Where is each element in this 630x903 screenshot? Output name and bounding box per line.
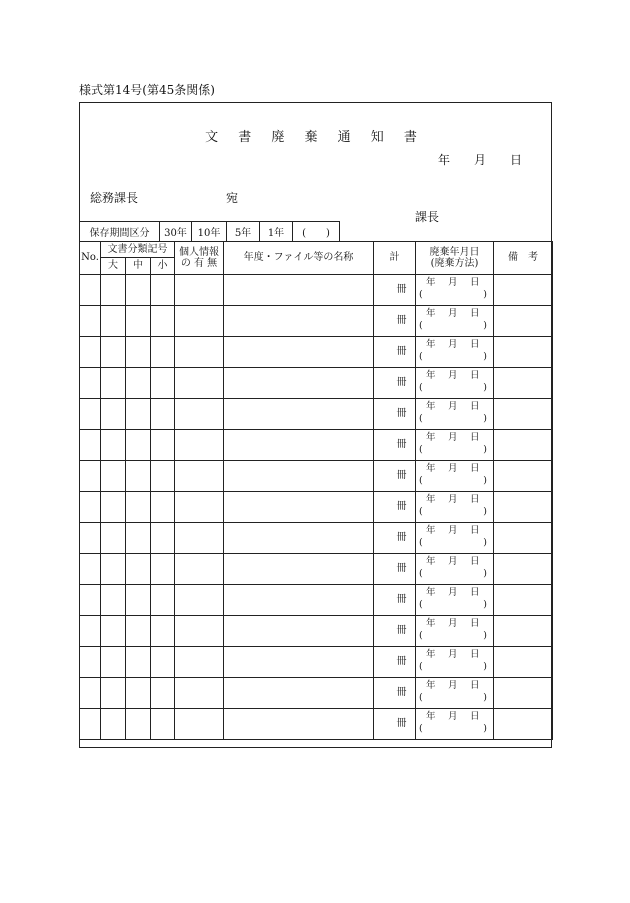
cell-total[interactable] (374, 523, 416, 554)
cell-class-large[interactable] (101, 678, 126, 709)
disposal-date-placeholder: 年 月 日 (426, 649, 480, 660)
table-row (80, 616, 553, 647)
cell-class-large[interactable] (101, 306, 126, 337)
cell-disposal-date[interactable] (416, 678, 494, 709)
cell-name[interactable] (224, 461, 374, 492)
cell-remarks[interactable] (494, 709, 553, 740)
cell-name[interactable] (224, 554, 374, 585)
disposal-date-placeholder: 年 月 日 (426, 401, 480, 412)
col-class-small: 小 (151, 258, 175, 275)
cell-personal-info[interactable] (175, 585, 224, 616)
addressee: 総務課長 (90, 191, 139, 205)
cell-disposal-date[interactable] (416, 554, 494, 585)
cell-name[interactable] (224, 709, 374, 740)
col-doc-class-header: 文書分類記号 (101, 242, 175, 258)
method-paren-close: ) (483, 661, 488, 672)
cell-personal-info[interactable] (175, 647, 224, 678)
cell-name[interactable] (224, 616, 374, 647)
cell-remarks[interactable] (494, 430, 553, 461)
retention-label: 保存期間区分 (80, 222, 160, 242)
method-paren-close: ) (483, 320, 488, 331)
cell-total[interactable] (374, 554, 416, 585)
cell-personal-info[interactable] (175, 306, 224, 337)
method-paren-close: ) (483, 382, 488, 393)
cell-class-large[interactable] (101, 430, 126, 461)
disposal-date-placeholder: 年 月 日 (426, 339, 480, 350)
cell-class-mid[interactable] (126, 368, 151, 399)
retention-option-30: 30年 (160, 222, 192, 242)
cell-no[interactable] (80, 337, 101, 368)
cell-class-mid[interactable] (126, 399, 151, 430)
cell-class-mid[interactable] (126, 337, 151, 368)
cell-remarks[interactable] (494, 461, 553, 492)
method-paren-close: ) (483, 351, 488, 362)
cell-personal-info[interactable] (175, 399, 224, 430)
cell-disposal-date[interactable] (416, 275, 494, 306)
date-line: 年 月 日 (438, 153, 523, 167)
cell-no[interactable] (80, 306, 101, 337)
method-paren-open: ( (419, 661, 423, 672)
cell-class-mid[interactable] (126, 492, 151, 523)
cell-name[interactable] (224, 399, 374, 430)
cell-total[interactable] (374, 461, 416, 492)
disposal-date-placeholder: 年 月 日 (426, 711, 480, 722)
cell-disposal-date[interactable] (416, 709, 494, 740)
cell-remarks[interactable] (494, 275, 553, 306)
cell-class-small[interactable] (151, 492, 175, 523)
cell-remarks[interactable] (494, 399, 553, 430)
cell-class-small[interactable] (151, 647, 175, 678)
cell-disposal-date[interactable] (416, 306, 494, 337)
cell-personal-info[interactable] (175, 523, 224, 554)
cell-no[interactable] (80, 399, 101, 430)
cell-class-large[interactable] (101, 523, 126, 554)
method-paren-close: ) (483, 444, 488, 455)
cell-class-large[interactable] (101, 461, 126, 492)
table-row (80, 306, 553, 337)
cell-class-mid[interactable] (126, 306, 151, 337)
method-paren-open: ( (419, 320, 423, 331)
cell-remarks[interactable] (494, 585, 553, 616)
cell-total[interactable] (374, 616, 416, 647)
disposal-date-placeholder: 年 月 日 (426, 556, 480, 567)
disposal-line2: (廃棄方法) (430, 258, 479, 269)
volume-unit-label: 冊 (396, 346, 407, 358)
cell-name[interactable] (224, 492, 374, 523)
sender-label: 課長 (415, 210, 440, 224)
cell-no[interactable] (80, 523, 101, 554)
cell-disposal-date[interactable] (416, 585, 494, 616)
col-remarks-header: 備 考 (494, 242, 553, 275)
method-paren-close: ) (483, 506, 488, 517)
cell-remarks[interactable] (494, 678, 553, 709)
cell-class-small[interactable] (151, 306, 175, 337)
method-paren-open: ( (419, 413, 423, 424)
method-paren-close: ) (483, 723, 488, 734)
table-row (80, 585, 553, 616)
cell-name[interactable] (224, 275, 374, 306)
col-name-header: 年度・ファイル等の名称 (224, 242, 374, 275)
cell-class-small[interactable] (151, 275, 175, 306)
cell-remarks[interactable] (494, 368, 553, 399)
cell-disposal-date[interactable] (416, 461, 494, 492)
disposal-date-placeholder: 年 月 日 (426, 308, 480, 319)
cell-class-mid[interactable] (126, 554, 151, 585)
volume-unit-label: 冊 (396, 718, 407, 730)
cell-class-small[interactable] (151, 616, 175, 647)
volume-unit-label: 冊 (396, 656, 407, 668)
table-row (80, 461, 553, 492)
cell-no[interactable] (80, 678, 101, 709)
table-row (80, 678, 553, 709)
cell-no[interactable] (80, 709, 101, 740)
cell-remarks[interactable] (494, 616, 553, 647)
method-paren-open: ( (419, 692, 423, 703)
cell-class-large[interactable] (101, 554, 126, 585)
table-row (80, 399, 553, 430)
cell-class-small[interactable] (151, 554, 175, 585)
cell-total[interactable] (374, 368, 416, 399)
volume-unit-label: 冊 (396, 408, 407, 420)
cell-no[interactable] (80, 275, 101, 306)
cell-personal-info[interactable] (175, 554, 224, 585)
cell-disposal-date[interactable] (416, 368, 494, 399)
cell-remarks[interactable] (494, 492, 553, 523)
method-paren-open: ( (419, 568, 423, 579)
cell-name[interactable] (224, 306, 374, 337)
cell-personal-info[interactable] (175, 492, 224, 523)
cell-class-mid[interactable] (126, 678, 151, 709)
method-paren-close: ) (483, 630, 488, 641)
cell-total[interactable] (374, 709, 416, 740)
table-row (80, 492, 553, 523)
cell-personal-info[interactable] (175, 709, 224, 740)
disposal-date-placeholder: 年 月 日 (426, 277, 480, 288)
cell-remarks[interactable] (494, 647, 553, 678)
method-paren-open: ( (419, 475, 423, 486)
method-paren-open: ( (419, 382, 423, 393)
disposal-date-placeholder: 年 月 日 (426, 618, 480, 629)
col-class-mid: 中 (126, 258, 151, 275)
cell-class-mid[interactable] (126, 461, 151, 492)
volume-unit-label: 冊 (396, 377, 407, 389)
cell-class-small[interactable] (151, 461, 175, 492)
volume-unit-label: 冊 (396, 563, 407, 575)
method-paren-open: ( (419, 723, 423, 734)
method-paren-open: ( (419, 630, 423, 641)
method-paren-close: ) (483, 537, 488, 548)
cell-no[interactable] (80, 616, 101, 647)
volume-unit-label: 冊 (396, 439, 407, 451)
cell-class-mid[interactable] (126, 647, 151, 678)
col-total-header: 計 (374, 242, 416, 275)
cell-disposal-date[interactable] (416, 399, 494, 430)
cell-class-small[interactable] (151, 709, 175, 740)
form-number-label: 様式第14号(第45条関係) (79, 83, 215, 97)
cell-class-mid[interactable] (126, 616, 151, 647)
retention-option-1: 1年 (260, 222, 293, 242)
method-paren-open: ( (419, 537, 423, 548)
method-paren-close: ) (483, 289, 488, 300)
cell-class-small[interactable] (151, 337, 175, 368)
cell-class-large[interactable] (101, 585, 126, 616)
cell-total[interactable] (374, 585, 416, 616)
cell-class-small[interactable] (151, 585, 175, 616)
cell-total[interactable] (374, 430, 416, 461)
table-row (80, 430, 553, 461)
cell-class-large[interactable] (101, 337, 126, 368)
document-title: 文 書 廃 棄 通 知 書 (205, 130, 425, 145)
cell-name[interactable] (224, 523, 374, 554)
cell-total[interactable] (374, 306, 416, 337)
cell-personal-info[interactable] (175, 678, 224, 709)
cell-total[interactable] (374, 399, 416, 430)
volume-unit-label: 冊 (396, 532, 407, 544)
table-row (80, 554, 553, 585)
cell-total[interactable] (374, 275, 416, 306)
cell-class-small[interactable] (151, 523, 175, 554)
col-class-large: 大 (101, 258, 126, 275)
cell-class-large[interactable] (101, 492, 126, 523)
disposal-date-placeholder: 年 月 日 (426, 432, 480, 443)
disposal-date-placeholder: 年 月 日 (426, 494, 480, 505)
cell-class-large[interactable] (101, 368, 126, 399)
cell-personal-info[interactable] (175, 461, 224, 492)
cell-name[interactable] (224, 368, 374, 399)
cell-class-large[interactable] (101, 709, 126, 740)
table-row (80, 709, 553, 740)
method-paren-open: ( (419, 599, 423, 610)
cell-class-small[interactable] (151, 368, 175, 399)
retention-option-other: ( ) (293, 222, 340, 242)
cell-no[interactable] (80, 492, 101, 523)
volume-unit-label: 冊 (396, 470, 407, 482)
cell-personal-info[interactable] (175, 616, 224, 647)
cell-class-mid[interactable] (126, 585, 151, 616)
method-paren-close: ) (483, 413, 488, 424)
method-paren-close: ) (483, 599, 488, 610)
method-paren-close: ) (483, 475, 488, 486)
cell-name[interactable] (224, 585, 374, 616)
col-personal-info-header (175, 242, 224, 275)
cell-disposal-date[interactable] (416, 616, 494, 647)
disposal-date-placeholder: 年 月 日 (426, 463, 480, 474)
col-disposal-header (416, 242, 494, 275)
table-row (80, 275, 553, 306)
volume-unit-label: 冊 (396, 687, 407, 699)
cell-remarks[interactable] (494, 306, 553, 337)
table-row (80, 368, 553, 399)
retention-period-table (79, 221, 340, 242)
cell-total[interactable] (374, 678, 416, 709)
table-row (80, 647, 553, 678)
cell-disposal-date[interactable] (416, 430, 494, 461)
cell-no[interactable] (80, 430, 101, 461)
volume-unit-label: 冊 (396, 501, 407, 513)
volume-unit-label: 冊 (396, 594, 407, 606)
ate-label: 宛 (226, 191, 239, 205)
cell-no[interactable] (80, 554, 101, 585)
method-paren-open: ( (419, 506, 423, 517)
cell-total[interactable] (374, 647, 416, 678)
disposal-date-placeholder: 年 月 日 (426, 370, 480, 381)
method-paren-open: ( (419, 444, 423, 455)
cell-no[interactable] (80, 368, 101, 399)
cell-class-large[interactable] (101, 275, 126, 306)
cell-name[interactable] (224, 647, 374, 678)
method-paren-open: ( (419, 289, 423, 300)
cell-class-large[interactable] (101, 647, 126, 678)
volume-unit-label: 冊 (396, 284, 407, 296)
retention-option-10: 10年 (192, 222, 227, 242)
cell-class-small[interactable] (151, 678, 175, 709)
cell-personal-info[interactable] (175, 368, 224, 399)
disposal-ledger-table (79, 241, 553, 740)
disposal-line1: 廃棄年月日 (429, 246, 480, 258)
volume-unit-label: 冊 (396, 625, 407, 637)
cell-class-mid[interactable] (126, 523, 151, 554)
cell-class-mid[interactable] (126, 709, 151, 740)
cell-name[interactable] (224, 678, 374, 709)
method-paren-close: ) (483, 692, 488, 703)
cell-remarks[interactable] (494, 337, 553, 368)
personal-info-line1: 個人情報 (179, 246, 220, 258)
cell-remarks[interactable] (494, 523, 553, 554)
cell-class-large[interactable] (101, 616, 126, 647)
cell-personal-info[interactable] (175, 337, 224, 368)
cell-class-large[interactable] (101, 399, 126, 430)
cell-class-mid[interactable] (126, 430, 151, 461)
table-row (80, 337, 553, 368)
method-paren-open: ( (419, 351, 423, 362)
cell-disposal-date[interactable] (416, 523, 494, 554)
cell-total[interactable] (374, 337, 416, 368)
cell-total[interactable] (374, 492, 416, 523)
disposal-date-placeholder: 年 月 日 (426, 587, 480, 598)
cell-class-small[interactable] (151, 399, 175, 430)
table-row (80, 523, 553, 554)
cell-personal-info[interactable] (175, 430, 224, 461)
cell-name[interactable] (224, 430, 374, 461)
col-no-header: No. (80, 242, 101, 275)
cell-disposal-date[interactable] (416, 337, 494, 368)
retention-option-5: 5年 (227, 222, 260, 242)
method-paren-close: ) (483, 568, 488, 579)
disposal-date-placeholder: 年 月 日 (426, 680, 480, 691)
cell-disposal-date[interactable] (416, 492, 494, 523)
cell-personal-info[interactable] (175, 275, 224, 306)
cell-no[interactable] (80, 585, 101, 616)
cell-name[interactable] (224, 337, 374, 368)
cell-no[interactable] (80, 461, 101, 492)
volume-unit-label: 冊 (396, 315, 407, 327)
cell-disposal-date[interactable] (416, 647, 494, 678)
cell-class-mid[interactable] (126, 275, 151, 306)
disposal-date-placeholder: 年 月 日 (426, 525, 480, 536)
personal-info-line2: の 有 無 (180, 258, 218, 269)
cell-class-small[interactable] (151, 430, 175, 461)
cell-no[interactable] (80, 647, 101, 678)
cell-remarks[interactable] (494, 554, 553, 585)
